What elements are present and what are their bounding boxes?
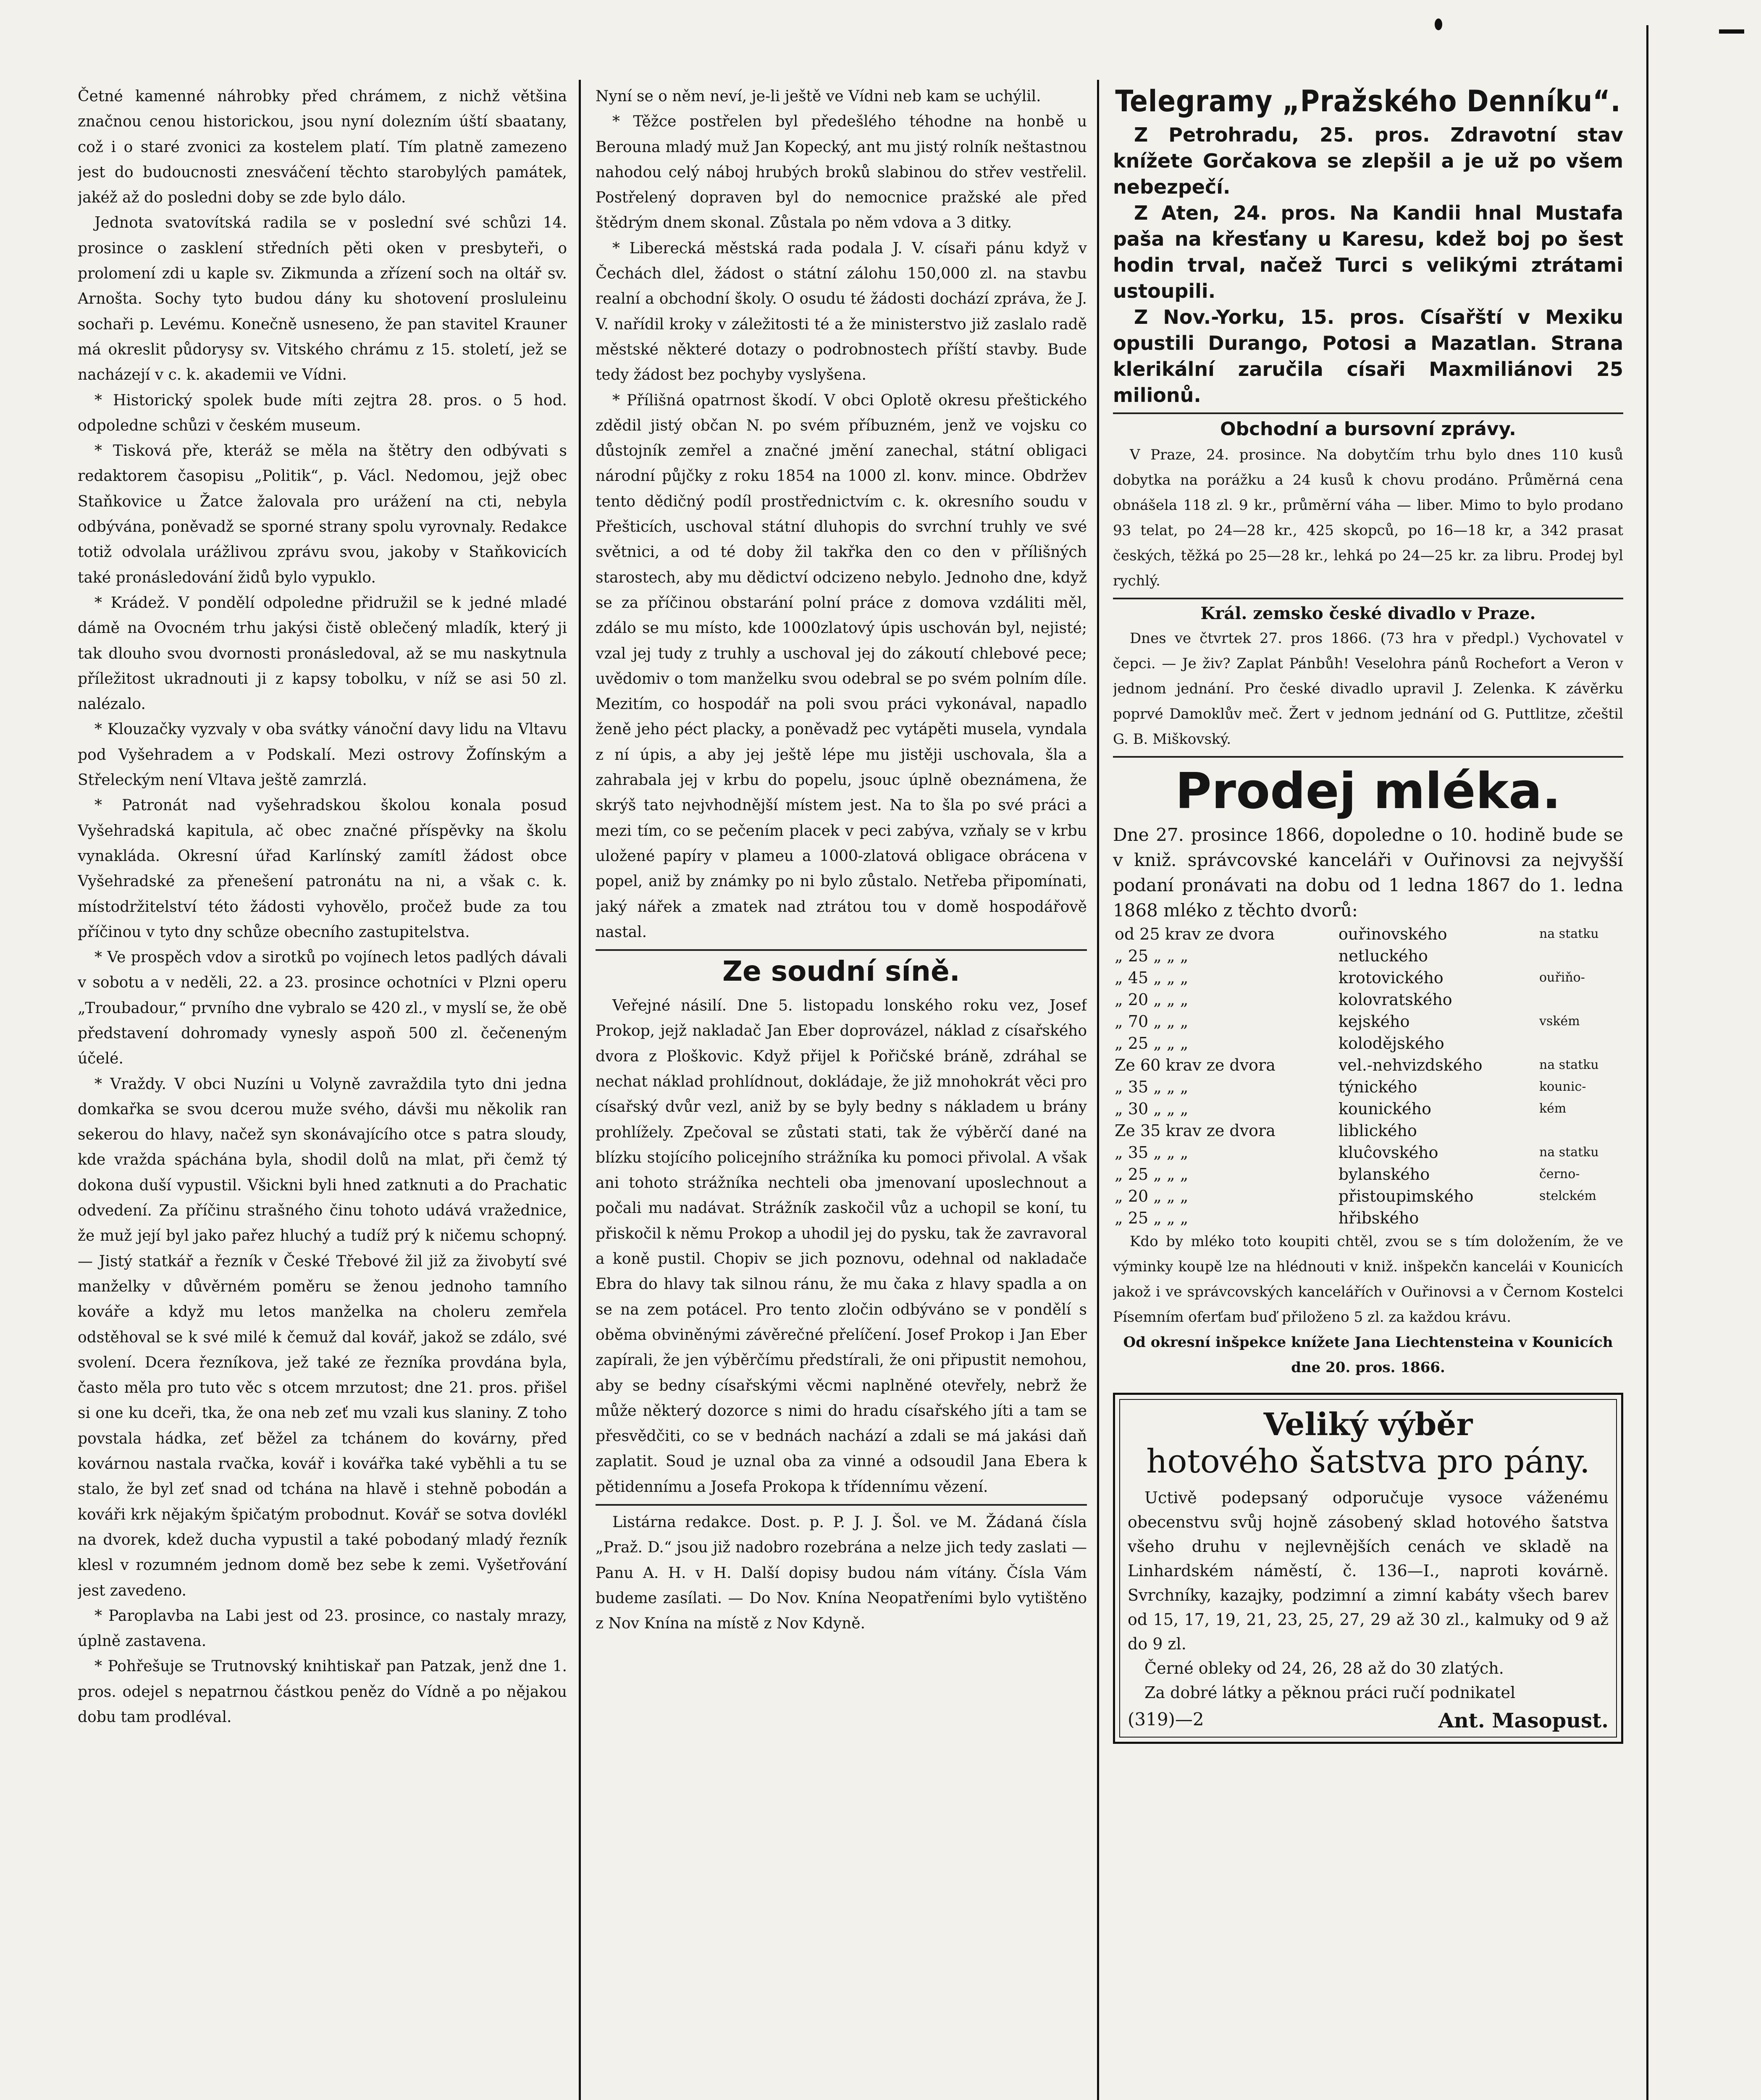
estate-name: stelckém — [1539, 1189, 1596, 1203]
ad-text: Černé obleky od 24, 26, 28 až do 30 zlatých. — [1144, 1659, 1504, 1677]
article-paragraph: Četné kamenné náhrobky před chrámem, z nichž většina značnou cenou historickou, jsou nyní dolezním úští sbaatany, což i o staré zvonici za kostelem platí. Tím platně zamezeno jest do budoucnosti znesváčení těchto starobylých památek, jakéž až do posledni doby se zde bylo dálo. — [78, 88, 567, 207]
estate-name: na statku — [1539, 927, 1599, 941]
farm-herd: „ 70 „ „ „ — [1115, 1012, 1189, 1031]
milk-farm-row — [1113, 923, 1623, 945]
milk-farm-row — [1113, 1185, 1623, 1207]
estate-name — [1538, 945, 1623, 967]
milk-farm-row — [1113, 967, 1623, 989]
article-paragraph: * Vraždy. V obci Nuzíni u Volyně zavraždila tyto dni jedna domkařka se svou dcerou muže svého, dávši mu několik ran sekerou do hlavy, načež syn skonávajícího otce s patra sloudy, kde vražda spáchána byla, shodil dolů na mlat, při čemž tý dokona duší vypustil. Všickni byli hned zatknuti a do Prachatic odvedení. Za příčinu strašného činu tohoto udává vražednice, že muž její byl jako pařez hluchý a tudíž prý k ničemu schopný. — Jistý statkář a řezník v České Třebové žil již za živobytí své manželky v důvěrném poměru se ženou jednoho tamního kováře a když mu letos manželka na choleru zemřela odstěhoval se k své milé k čemuž dal kovář, jakož se zdálo, své svolení. Dcera řezníkova, jež také ze řezníka provdána byla, často měla pro tuto věc s otcem mrzutost; dne 21. pros. přišel si one ku dceři, tka, že ona neb zeť mu vzali kus slaniny. Z toho povstala hádka, zeť běžel za tchánem do kovárny, před kovárnou nastala rvačka, kovář i kovářka také vyběhli a tu se stalo, že byl zeť snad od tchána na hlavě i stehně pobodán a kováři krk nějakým špičatým probodnut. Kovář se sotva dovlékl na dvorek, kdež ducha vypustil a také pobodaný mladý řezník klesl v rozumném jednom domě bez sebe k zemi. Vyšetřování jest zavedeno. — [78, 1075, 567, 1599]
column-1 — [78, 84, 567, 2100]
farm-name: týnického — [1338, 1078, 1417, 1096]
article-paragraph: * Ve prospěch vdov a sirotků po vojínech letos padlých dávali v sobotu a v neděli, 22. a 23. prosince ochotníci v Plzni operu „Troubadour,“ prvního dne vybralo se 420 zl., v myslí se, že obě představení dohromady vynesly aspoň 500 zl. čečeneným účelé. — [78, 949, 567, 1068]
court-heading: Ze soudní síně. — [722, 955, 960, 988]
ink-dot — [1435, 18, 1442, 30]
farm-herd: „ 25 „ „ „ — [1115, 1209, 1189, 1227]
telegram-item: Z Petrohradu, 25. pros. Zdravotní stav knížete Gorčakova se zlepšil a je už po všem nebezpečí. — [1113, 123, 1623, 198]
farm-herd: „ 45 „ „ „ — [1115, 969, 1189, 987]
estate-name — [1538, 1207, 1623, 1229]
milk-farm-row — [1113, 989, 1623, 1011]
article-paragraph: * Paroplavba na Labi jest od 23. prosince, co nastaly mrazy, úplně zastavena. — [78, 1607, 567, 1650]
farm-name: kolovratského — [1338, 990, 1452, 1009]
section-divider — [1113, 756, 1623, 758]
clothing-advertisement — [1113, 1393, 1623, 1744]
market-report: V Praze, 24. prosince. Na dobytčím trhu bylo dnes 110 kusů dobytka na porážku a 24 kusů k chovu prodáno. Průměrná cena obnášela 118 zl. 9 kr., průměrní váha — liber. Mimo to bylo prodano 93 telat, po 24—28 kr., 425 skopců, po 16—18 kr, a 342 prasat českých, těžká po 25—28 kr., lehká po 24—25 kr. za libru. Prodej byl rychlý. — [1113, 446, 1623, 589]
milk-farm-row — [1113, 1076, 1623, 1098]
estate-name: ouřiňo- — [1539, 970, 1585, 985]
estate-name — [1538, 989, 1623, 1011]
estate-name: na statku — [1539, 1058, 1599, 1072]
estate-name: vském — [1539, 1014, 1580, 1029]
milk-farm-row — [1113, 1032, 1623, 1054]
farm-name: netluckého — [1338, 947, 1428, 965]
milk-sale-signature: Od okresní inšpekce knížete Jana Liechtensteina v Kounicích dne 20. pros. 1866. — [1123, 1334, 1613, 1376]
ad-text: Uctivě podepsaný odporučuje vysoce váženému obecenstvu svůj hojně zásobený sklad hotového šatstva všeho druhu v nejlevnějších cenách ve skladě na Linhardském náměstí, č. 136—I., naproti kovárně. Svrchníky, kazajky, podzimní a zimní kabáty všech barev od 15, 17, 19, 21, 23, 25, 27, 29 až 30 zl., kalmuky od 9 až do 9 zl. — [1128, 1488, 1609, 1653]
ad-signature — [1128, 1709, 1609, 1732]
article-paragraph: * Přílišná opatrnost škodí. V obci Oplotě okresu přeštického zdědil jistý občan N. po svém příbuzném, jenž ve vojsku co důstojník zemřel a značné jmění zanechal, státní obligaci národní půjčky z roku 1854 na 1000 zl. konv. mince. Obdržev tento dědičný podíl prostřednictvím c. k. okresního soudu v Přešticích, uschoval státní dluhopis do svrchní truhly ve své světnici, a od té doby žil takřka den co den v přílišných starostech, aby mu dědictví odcizeno nebylo. Jednoho dne, když se za příčinou obstarání polní práce z domova vzdáliti měl, zdálo se mu místo, kde 1000zlatový úpis uschován byl, nejisté; vzal jej tudy z truhly a uschoval jej do zákoutí chlebové pece; uvědomiv o tom manželku svou odebral se po svém polním díle. Mezitím, co hospodář na poli svou práci vykonával, napadlo ženě jeho péct placky, a poněvadž pec vytápěti musela, vyndala z ní úpis, a aby jej ještě lépe mu jistěji uschovala, šla a zahrabala jej v krbu do popelu, jsouc úplně obeznámena, že skrýš tato nejvhodnější místem jest. Na to šla po své práci a mezi tím, co se pečením placek v peci zabýva, vzňaly se v krbu uložené papíry v plameu a 1000-zlatová obligace obrácena v popel, aniž by známky po ni bylo zůstalo. Netřeba připomínati, jaký nářek a zmatek nad ztrátou tou v domě hospodářově nastal. — [596, 391, 1087, 941]
milk-farm-row — [1113, 1207, 1623, 1229]
farm-herd: „ 25 „ „ „ — [1115, 1165, 1189, 1184]
farm-name: kluĉovského — [1338, 1143, 1438, 1162]
article-paragraph: * Těžce postřelen byl předešlého téhodne na honbě u Berouna mladý muž Jan Kopecký, ant mu jistý rolník neštastnou nahodou celý náboj hrubých broků slabinou do střev vestřelil. Postřelený dopraven byl do nemocnice pražské ale před štědrým dnem skonal. Zůstala po něm vdova a 3 ditky. — [596, 113, 1087, 232]
ad-text: Za dobré látky a pěknou práci ručí podnikatel — [1144, 1683, 1516, 1702]
estate-name: kounic- — [1539, 1079, 1586, 1094]
farm-herd: „ 25 „ „ „ — [1115, 947, 1189, 965]
farm-name: přistoupimského — [1338, 1187, 1474, 1205]
farm-name: kolodějského — [1338, 1034, 1444, 1053]
farm-name: liblického — [1338, 1121, 1417, 1140]
telegram-item: Z Aten, 24. pros. Na Kandii hnal Mustafa paša na křesťany u Karesu, kdež boj po šest hodin trval, načež Turci s velikými ztrátami ustoupili. — [1113, 202, 1623, 302]
estate-name: kém — [1539, 1101, 1567, 1116]
theatre-heading: Král. zemsko české divadlo v Praze. — [1200, 604, 1536, 623]
milk-farms-table — [1113, 923, 1623, 1229]
farm-name: kejského — [1338, 1012, 1410, 1031]
farm-herd: „ 35 „ „ „ — [1115, 1143, 1189, 1162]
article-paragraph: * Patronát nad vyšehradskou školou konala posud Vyšehradská kapitula, ač obec značné příspěvky na školu vynakláda. Okresní úřad Karlínský zamítl žádost obce Vyšehradské za přenešení patronátu na ni, a však c. k. místodržitelství této žádosti vyhovělo, pročež bude za tou příčinou v tyto dny schůze obecního zastupitelstva. — [78, 797, 567, 941]
farm-herd: Ze 35 krav ze dvora — [1115, 1121, 1275, 1140]
farm-herd: „ 25 „ „ „ — [1115, 1034, 1189, 1053]
farm-name: bylanského — [1338, 1165, 1430, 1184]
editorial-letters: Listárna redakce. Dost. p. P. J. J. Šol. ve M. Žádaná čísla „Praž. D.“ jsou již nadobro rozebrána a nelze jich tedy zaslati — Panu A. H. v H. Další dopisy budou nám vítány. Čísla Vám budeme zasílati. — Do Nov. Knína Neopatřeními bylo vytištěno z Nov Knína na místě z Nov Kdyně. — [596, 1514, 1087, 1633]
farm-herd: „ 20 „ „ „ — [1115, 1187, 1189, 1205]
farm-name: ouřinovského — [1338, 925, 1447, 943]
milk-sale-lead: Dne 27. prosince 1866, dopoledne o 10. hodině bude se v kniž. správcovské kanceláři v Ouřinovsi za nejvyšší podaní pronávati na dobu od 1 ledna 1867 do 1. ledna 1868 mléko z těchto dvorů: — [1113, 824, 1623, 921]
column-rule-1 — [579, 80, 581, 2100]
column-rule-2 — [1097, 80, 1099, 2100]
article-paragraph: Nyní se o něm neví, je-li ještě ve Vídni neb kam se uchýlil. — [596, 88, 1041, 105]
column-2 — [596, 84, 1087, 2100]
estate-name — [1538, 1032, 1623, 1054]
milk-farm-row — [1113, 1054, 1623, 1076]
section-divider — [1113, 598, 1623, 599]
farm-herd: od 25 krav ze dvora — [1115, 925, 1275, 943]
article-paragraph: * Krádež. V pondělí odpoledne přidružil se k jedné mladé dámě na Ovocném trhu jakýsi čistě oblečený mladík, který ji tak dlouho svou dvornosti pronásledoval, až se mu naskytnula příležitost ukradnouti ji z kapsy tobolku, v níž se asi 50 zl. nalézalo. — [78, 594, 567, 713]
farm-herd: Ze 60 krav ze dvora — [1115, 1056, 1275, 1074]
milk-farm-row — [1113, 1098, 1623, 1120]
estate-name: na statku — [1539, 1145, 1599, 1160]
section-divider — [596, 1504, 1087, 1506]
article-paragraph: * Klouzačky vyzvaly v oba svátky vánoční davy lidu na Vltavu pod Vyšehradem a v Podskalí. Mezi ostrovy Žofínským a Střeleckým není Vltava ještě zamrzlá. — [78, 721, 567, 789]
milk-sale-heading: Prodej mléka. — [1175, 762, 1561, 820]
corner-mark — [1719, 29, 1744, 34]
milk-farm-row — [1113, 945, 1623, 967]
milk-farm-row — [1113, 1163, 1623, 1185]
farm-name: krotovického — [1338, 969, 1443, 987]
farm-name: kounického — [1338, 1100, 1431, 1118]
section-divider — [596, 949, 1087, 951]
market-heading: Obchodní a bursovní zprávy. — [1220, 418, 1516, 440]
article-paragraph: * Liberecká městská rada podala J. V. císaři pánu když v Čechách dlel, žádost o státní zálohu 150,000 zl. na stavbu realní a obchodní školy. O osudu té žádosti dochází zpráva, že J. V. nařídil kroky v záležitosti té a že ministerstvo již zaslalo radě městské některé dotazy o podrobnostech příští stavby. Bude tedy žádost bez pochyby vyslyšena. — [596, 239, 1087, 384]
farm-name: hřibského — [1338, 1209, 1419, 1227]
ad-title: Veliký výběr — [1263, 1407, 1473, 1443]
farm-herd: „ 30 „ „ „ — [1115, 1100, 1189, 1118]
telegrams-heading: Telegramy „Pražského Denníku“. — [1115, 84, 1621, 118]
milk-farm-row — [1113, 1142, 1623, 1163]
article-paragraph: * Pohřešuje se Trutnovský knihtiskař pan Patzak, jenž dne 1. pros. odejel s nepatrnou částkou peněz do Vídně a po nějakou dobu tam prodléval. — [78, 1658, 567, 1726]
ad-code: (319)—2 — [1128, 1709, 1204, 1730]
milk-farm-row — [1113, 1011, 1623, 1032]
estate-name — [1538, 1120, 1623, 1142]
farm-herd: „ 20 „ „ „ — [1115, 990, 1189, 1009]
ad-subtitle: hotového šatstva pro pány. — [1146, 1443, 1590, 1480]
telegram-item: Z Nov.-Yorku, 15. pros. Císařští v Mexiku opustili Durango, Potosi a Mazatlan. Strana klerikální zaručila císaři Maxmiliánovi 25 milionů. — [1113, 306, 1623, 407]
ad-merchant-name: Ant. Masopust. — [1438, 1709, 1609, 1732]
article-paragraph: * Historický spolek bude míti zejtra 28. pros. o 5 hod. odpoledne schůzi v českém museum. — [78, 391, 567, 434]
article-paragraph: * Tisková pře, kteráž se měla na štětry den odbývati s redaktorem časopisu „Politik“, p. Václ. Nedomou, jejž obec Staňkovice u Žatce žalovala pro urážení na cti, nebyla odbývána, poněvadž se sporné strany spolu vyrovnaly. Redakce totiž odvolala urážlivou zprávu svou, jakoby v Staňkovicích také pronásledování židů bylo vypuklo. — [78, 442, 567, 586]
article-paragraph: Jednota svatovítská radila se v poslední své schůzi 14. prosince o zasklení středních pěti oken v presbyteři, o prolomení zdi u kaple sv. Zikmunda a zřízení soch na oltář sv. Arnošta. Sochy tyto budou dány ku shotovení prosluleinu sochaři p. Levému. Konečně usneseno, že pan stavitel Krauner má okreslit půdorysy sv. Vitského chrámu z 15. století, jež se nacházejí v c. k. akademii ve Vídni. — [78, 214, 567, 384]
estate-name: černo- — [1539, 1167, 1580, 1181]
page-edge-rule — [1646, 25, 1648, 2100]
farm-herd: „ 35 „ „ „ — [1115, 1078, 1189, 1096]
section-divider — [1113, 412, 1623, 414]
milk-sale-terms: Kdo by mléko toto koupiti chtěl, zvou se s tím doložením, že ve výminky koupě lze na hlédnouti v kniž. inšpekčn kancelái v Kounicích jakož i ve správcovských kancelářích v Ouřinovsi a v Černom Kostelci Písemním oferťam buď přiloženo 5 zl. za každou krávu. — [1113, 1233, 1623, 1326]
column-3 — [1113, 84, 1623, 2100]
milk-farm-row — [1113, 1120, 1623, 1142]
farm-name: vel.-nehvizdského — [1338, 1056, 1483, 1074]
theatre-program: Dnes ve čtvrtek 27. pros 1866. (73 hra v předpl.) Vychovatel v čepci. — Je živ? Zaplat Pánbůh! Veselohra pánů Rochefort a Veron v jednom jednání. Pro české divadlo upravil J. Zelenka. K závěrku poprvé Damoklův meč. Žert v jednom jednání od G. Puttlitze, zčeštil G. B. Miškovský. — [1113, 630, 1623, 748]
court-report: Veřejné násilí. Dne 5. listopadu lonského roku vez, Josef Prokop, jejž nakladač Jan Eber doprovázel, náklad z císařského dvora z Ploškovic. Když přijel k Pořičské bráně, zdráhal se nechat náklad prohlídnout, dokládaje, že již mnohokrát věci pro císařský dvůr vezl, aniž by se byly bedny s nákladem u brány prohlížely. Zpečoval se zůstati stati, tak že výběrčí dané na blízku stojícího policejního strážníka ku pomoci přivolal. A však ani tohoto strážníka nechteli oba jmenovaní uposlechnout a počali mu nadávat. Strážník zaskočil vůz a uchopil se koní, tu přiskočil k němu Prokop a uhodil jej do pysku, tak že zavravoral a koně pustil. Chopiv se jich poznovu, odehnal od nakladače Ebra do hlavy tak silnou ránu, že mu čaka z hlavy spadla a on se na zem potácel. Pro tento zločin odbýváno se v pondělí s oběma obviněnými závěrečné přelíčení. Josef Prokop i Jan Eber zapírali, že jen výběrčímu předstírali, že oni připustit nemohou, aby se bedny císařskými věcmi naplněné otevřely, nebrž že může některý dozorce s nimi do hradu císařského jíti a tam se přesvědčiti, co se v bednách nachází a zdali se má jakási daň zaplatit. Soud je uznal oba za vinné a odsoudil Jana Ebera k pětidennímu a Josefa Prokopa k třídennímu vězení. — [596, 997, 1087, 1496]
